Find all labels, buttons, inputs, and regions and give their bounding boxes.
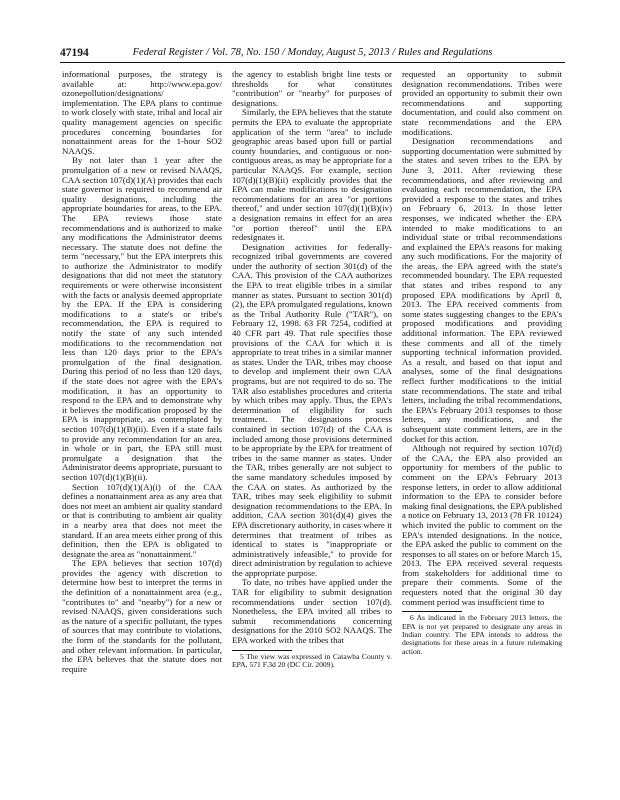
page-number: 47194: [60, 47, 89, 59]
text-column-1: [62, 70, 222, 674]
paragraph: the agency to establish bright line tests or thresholds for what constitutes "contribution" or "nearby" for purposes of designations.: [232, 69, 392, 108]
paragraph: By not later than 1 year after the promulgation of a new or revised NAAQS, CAA section 107(d)(1)(A) provides that each state governor is required to recommend air quality designations, including the appropriate boundaries for areas, to the EPA. The EPA reviews those state recommendations and is authorized to make any modifications the Administrator deems necessary. The statute does not define the term "necessary," but the EPA interprets this to authorize the Administrator to modify designations that did not meet the statutory requirements or were otherwise inconsistent with the facts or analysis deemed appropriate by the EPA. If the EPA is considering modifications to a state's or tribe's recommendation, the EPA is required to notify the state of any such intended modifications to the recommendation not less than 120 days prior to the EPA's promulgation of the final designation. During this period of no less than 120 days, if the state does not agree with the EPA's modification, it has an opportunity to respond to the EPA and to demonstrate why it believes the modification proposed by the EPA is inappropriate, as contemplated by section 107(d)(1)(B)(ii). Even if a state fails to provide any recommendation for an area, in whole or in part, the EPA still must promulgate a designation that the Administrator deems appropriate, pursuant to section 107(d)(1)(B)(ii).: [62, 155, 223, 482]
paragraph: To date, no tribes have applied under the TAR for eligibility to submit designation recommendations under section 107(d). Nonetheless, the EPA invited all tribes to submit recommendations concerning designations for the 2010 SO2 NAAQS. The EPA worked with the tribes that: [232, 577, 392, 646]
paragraph: Section 107(d)(1)(A)(i) of the CAA defines a nonattainment area as any area that does not meet an ambient air quality standard or that is contributing to ambient air quality in a nearby area that does not meet the standard. If an area meets either prong of this definition, then the EPA is obligated to designate the area as "nonattainment.": [62, 481, 223, 559]
running-head-text: Federal Register / Vol. 78, No. 150 / Monday, August 5, 2013 / Rules and Regulations: [132, 47, 493, 58]
footnote: 5 The view was expressed in Catawba County v. EPA, 571 F.3d 20 (DC Cir. 2009).: [232, 651, 392, 670]
paragraph: requested an opportunity to submit designation recommendations. Tribes were provided an opportunity to submit their own recommendations and supporting documentation, and could also comment on state recommendations and the EPA modifications.: [402, 69, 562, 137]
text-column-3: [402, 70, 562, 656]
paragraph: Similarly, the EPA believes that the statute permits the EPA to evaluate the appropriate application of the term "area" to include geographic areas based upon full or partial county boundaries, and contiguous or non-contiguous areas, as may be appropriate for a particular NAAQS. For example, section 107(d)(1)(B)(ii) explicitly provides that the EPA can make modifications to designation recommendations for an area "or portions thereof," and under section 107(d)(1)(B)(iv) a designation remains in effect for an area "or portion thereof" until the EPA redesignates it.: [232, 107, 392, 243]
text-column-2: [232, 70, 392, 669]
running-header: [60, 47, 565, 63]
paragraph: The EPA believes that section 107(d) provides the agency with discretion to determine how best to interpret the terms in the definition of a nonattainment area (e.g., "contributes to" and "nearby") for a new or revised NAAQS, given considerations such as the nature of a specific pollutant, the types of sources that may contribute to violations, the form of the standards for the pollutant, and other relevant information. In particular, the EPA believes that the statute does not require: [62, 558, 222, 674]
paragraph: Although not required by section 107(d) of the CAA, the EPA also provided an opportunity for members of the public to comment on the EPA's February 2013 response letters, in order to allow additional information to the EPA to consider before making final designations, the EPA published a notice on February 13, 2013 (78 FR 10124) which invited the public to comment on the EPA's intended designations. In the notice, the EPA asked the public to comment on the responses to all states on or before March 15, 2013. The EPA received several requests from stakeholders for additional time to prepare their comments. Some of the requesters noted that the original 30 day comment period was insufficient time to: [402, 443, 562, 607]
footnote-rule: [232, 650, 292, 651]
footnote-rule: [402, 611, 462, 612]
footnote: 6 As indicated in the February 2013 letters, the EPA is not yet prepared to designate any areas in Indian country. The EPA intends to address the designations for these areas in a future rulemaking action.: [402, 613, 562, 656]
paragraph: Designation activities for federally-recognized tribal governments are covered under the authority of section 301(d) of the CAA. This provision of the CAA authorizes the EPA to treat eligible tribes in a similar manner as states. Pursuant to section 301(d)(2), the EPA promulgated regulations, known as the Tribal Authority Rule ("TAR"), on February 12, 1998. 63 FR 7254, codified at 40 CFR part 49. That rule specifies those provisions of the CAA for which it is appropriate to treat tribes in a similar manner as states. Under the TAR, tribes may choose to develop and implement their own CAA programs, but are not required to do so. The TAR also establishes procedures and criteria by which tribes may apply. Thus, the EPA's determination of eligibility for such treatment. The designations process contained in section 107(d) of the CAA is included among those provisions determined to be appropriate by the EPA for treatment of tribes in the same manner as states. Under the TAR, tribes generally are not subject to the same mandatory schedules imposed by the CAA on states. As authorized by the TAR, tribes may seek eligibility to submit designation recommendations to the EPA. In addition, CAA section 301(d)(4) gives the EPA discretionary authority, in cases where it determines that treatment of tribes as identical to states is "inappropriate or administratively infeasible," to provide for direct administration by regulation to achieve the appropriate purpose.: [232, 241, 393, 578]
paragraph: Designation recommendations and supporting documentation were submitted by the states and seven tribes to the EPA by June 3, 2011. After reviewing these recommendations, and after reviewing and evaluating each recommendation, the EPA provided a response to the states and tribes on February 6, 2013. In those letter responses, we indicated whether the EPA intended to make modifications to an individual state or tribal recommendations and explained the EPA's reasons for making any such modifications. For the majority of the areas, the EPA agreed with the state's recommended boundary. The EPA requested that states and tribes respond to any proposed EPA modifications by April 8, 2013. The EPA received comments from some states suggesting changes to the EPA's proposed modifications and providing additional information. The EPA reviewed these comments and all of the timely supporting technical information provided. As a result, and based on that input and analyses, some of the final designations reflect further modifications to the initial state recommendations. The state and tribal letters, including the tribal recommendations, the EPA's February 2013 responses to those letters, any modifications, and the subsequent state comment letters, are in the docket for this action.: [402, 136, 562, 444]
header-rule: [60, 62, 565, 63]
paragraph: informational purposes, the strategy is available at: http://www.epa.gov/ ozonepollution/designations/ implementation. The EPA plans to continue to work closely with state, tribal and local air quality management agencies on specific procedures concerning boundaries for nonattainment areas for the 1-hour SO2 NAAQS.: [62, 69, 222, 156]
